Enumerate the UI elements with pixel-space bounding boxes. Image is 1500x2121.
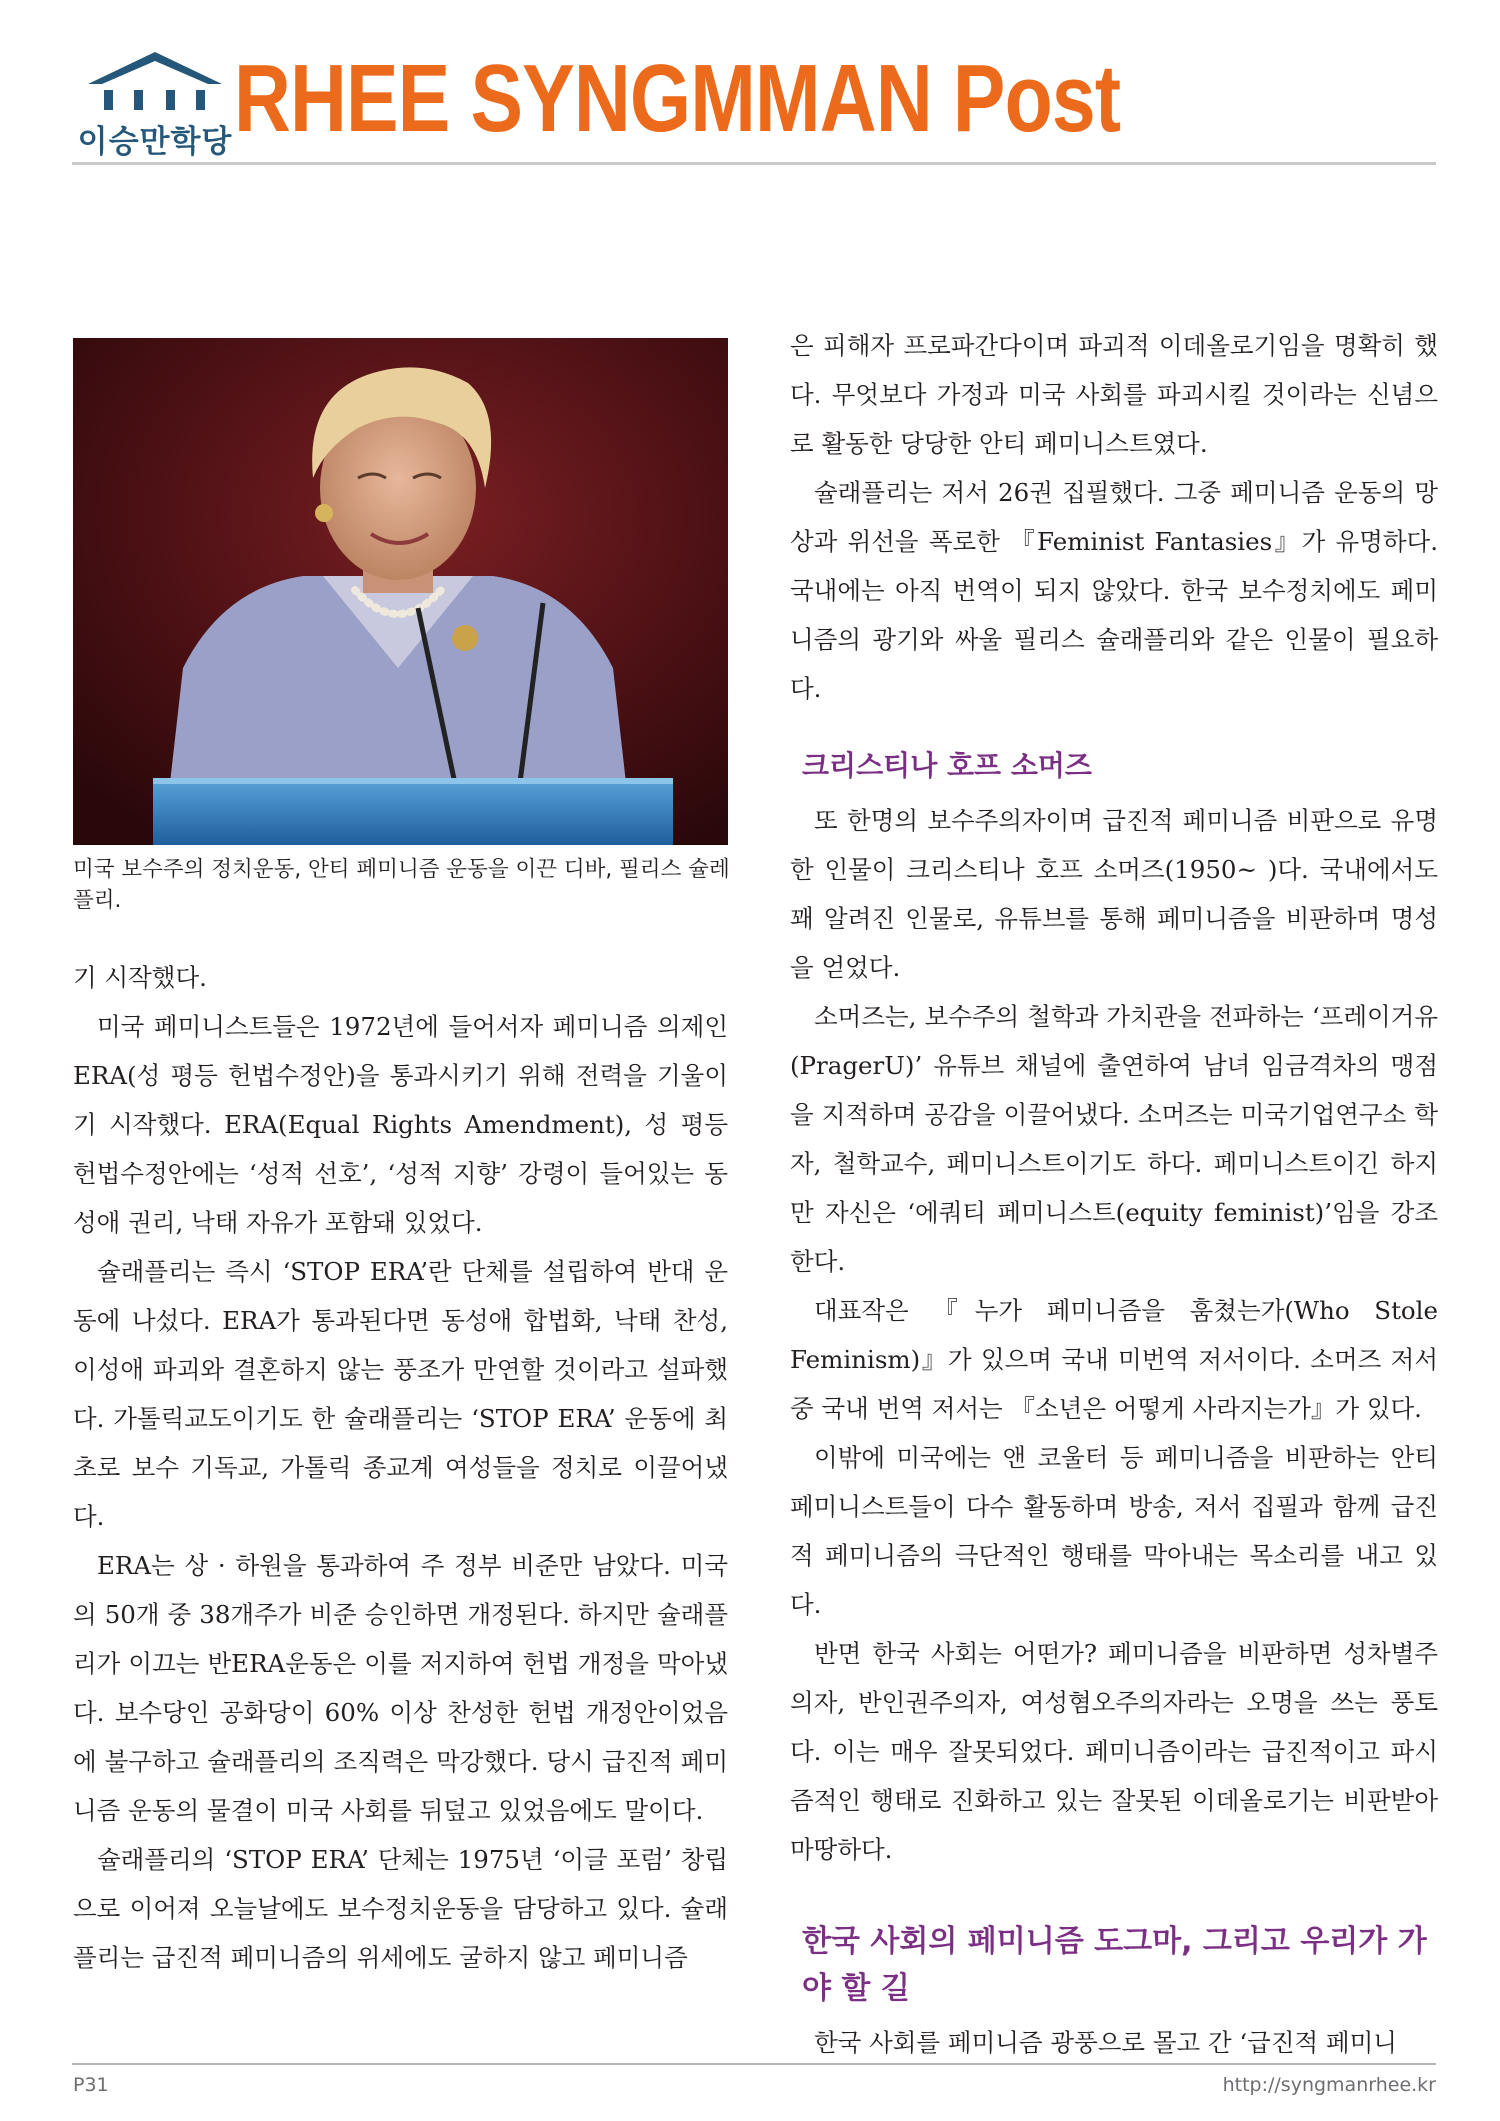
publication-title: RHEE SYNGMMAN Post bbox=[234, 45, 1121, 152]
paragraph: 대표작은 『누가 페미니즘을 훔쳤는가(Who Stole Feminism)』가 있으며 국내 미번역 저서이다. 소머즈 저서 중 국내 번역 저서는 『소년은 어떻게 사라지는가』가 있다. bbox=[790, 1296, 1438, 1423]
paragraph: 반면 한국 사회는 어떤가? 페미니즘을 비판하면 성차별주의자, 반인권주의자, 여성혐오주의자라는 오명을 쓰는 풍토다. 이는 매우 잘못되었다. 페미니즘이라는 급진적이고 파시즘적인 행태로 진화하고 있는 잘못된 이데올로기는 비판받아 마땅하다. bbox=[790, 1639, 1438, 1864]
paragraph: 이밖에 미국에는 앤 코울터 등 페미니즘을 비판하는 안티 페미니스트들이 다수 활동하며 방송, 저서 집필과 함께 급진적 페미니즘의 극단적인 행태를 막아내는 목소리를 내고 있다. bbox=[790, 1443, 1438, 1619]
house-logo-icon bbox=[82, 50, 228, 114]
section-heading: 크리스티나 호프 소머즈 bbox=[802, 749, 1092, 782]
header-divider bbox=[72, 162, 1436, 165]
logo-text: 이승만학당 bbox=[77, 124, 233, 160]
paragraph: 한국 사회를 페미니즘 광풍으로 몰고 간 ‘급진적 페미니 bbox=[814, 2028, 1397, 2057]
paragraph: 은 피해자 프로파간다이며 파괴적 이데올로기임을 명확히 했다. 무엇보다 가정과 미국 사회를 파괴시킬 것이라는 신념으로 활동한 당당한 안티 페미니스트였다. bbox=[790, 331, 1438, 458]
page-header bbox=[72, 46, 1438, 166]
photo-caption: 미국 보수주의 정치운동, 안티 페미니즘 운동을 이끈 디바, 필리스 슐레플리. bbox=[73, 857, 730, 913]
page-number: P31 bbox=[73, 2074, 109, 2096]
logo bbox=[72, 50, 238, 160]
footer-divider bbox=[72, 2063, 1436, 2065]
portrait-photo bbox=[73, 338, 728, 845]
paragraph: ERA는 상 · 하원을 통과하여 주 정부 비준만 남았다. 미국의 50개 중 38개주가 비준 승인하면 개정된다. 하지만 슐래플리가 이끄는 반ERA운동은 이를 저지하여 헌법 개정을 막아냈다. 보수당인 공화당이 60% 이상 찬성한 헌법 개정안이었음에 불구하고 슐래플리의 조직력은 막강했다. 당시 급진적 페미니즘 운동의 물결이 미국 사회를 뒤덮고 있었음에도 말이다. bbox=[73, 1551, 728, 1825]
paragraph: 슐래플리는 저서 26권 집필했다. 그중 페미니즘 운동의 망상과 위선을 폭로한 『Feminist Fantasies』가 유명하다. 국내에는 아직 번역이 되지 않았다. 한국 보수정치에도 페미니즘의 광기와 싸울 필리스 슐래플리와 같은 인물이 필요하다. bbox=[790, 478, 1438, 703]
paragraph: 소머즈는, 보수주의 철학과 가치관을 전파하는 ‘프레이거유(PragerU)’ 유튜브 채널에 출연하여 남녀 임금격차의 맹점을 지적하며 공감을 이끌어냈다. 소머즈는 미국기업연구소 학자, 철학교수, 페미니스트이기도 하다. 페미니스트이긴 하지만 자신은 ‘에쿼티 페미니스트(equity feminist)’임을 강조한다. bbox=[790, 1002, 1438, 1276]
paragraph: 슐래플리는 즉시 ‘STOP ERA’란 단체를 설립하여 반대 운동에 나섰다. ERA가 통과된다면 동성애 합법화, 낙태 찬성, 이성애 파괴와 결혼하지 않는 풍조가 만연할 것이라고 설파했다. 가톨릭교도이기도 한 슐래플리는 ‘STOP ERA’ 운동에 최초로 보수 기독교, 가톨릭 종교계 여성들을 정치로 이끌어냈다. bbox=[73, 1257, 728, 1531]
website-url[interactable]: http://syngmanrhee.kr bbox=[1222, 2074, 1436, 2096]
paragraph: 슐래플리의 ‘STOP ERA’ 단체는 1975년 ‘이글 포럼’ 창립으로 이어져 오늘날에도 보수정치운동을 담당하고 있다. 슐래플리는 급진적 페미니즘의 위세에도 굴하지 않고 페미니즘 bbox=[73, 1845, 728, 1972]
paragraph: 기 시작했다. bbox=[73, 963, 207, 992]
section-heading: 한국 사회의 페미니즘 도그마, 그리고 우리가 가야 할 길 bbox=[802, 1924, 1427, 2006]
right-column bbox=[790, 321, 1438, 2067]
paragraph: 미국 페미니스트들은 1972년에 들어서자 페미니즘 의제인 ERA(성 평등 헌법수정안)을 통과시키기 위해 전력을 기울이기 시작했다. ERA(Equal Rights Amendment), 성 평등 헌법수정안에는 ‘성적 선호’, ‘성적 지향’ 강령이 들어있는 동성애 권리, 낙태 자유가 포함돼 있었다. bbox=[73, 1012, 728, 1237]
left-column bbox=[73, 953, 728, 1982]
paragraph: 또 한명의 보수주의자이며 급진적 페미니즘 비판으로 유명한 인물이 크리스티나 호프 소머즈(1950~ )다. 국내에서도 꽤 알려진 인물로, 유튜브를 통해 페미니즘을 비판하며 명성을 얻었다. bbox=[790, 806, 1438, 982]
